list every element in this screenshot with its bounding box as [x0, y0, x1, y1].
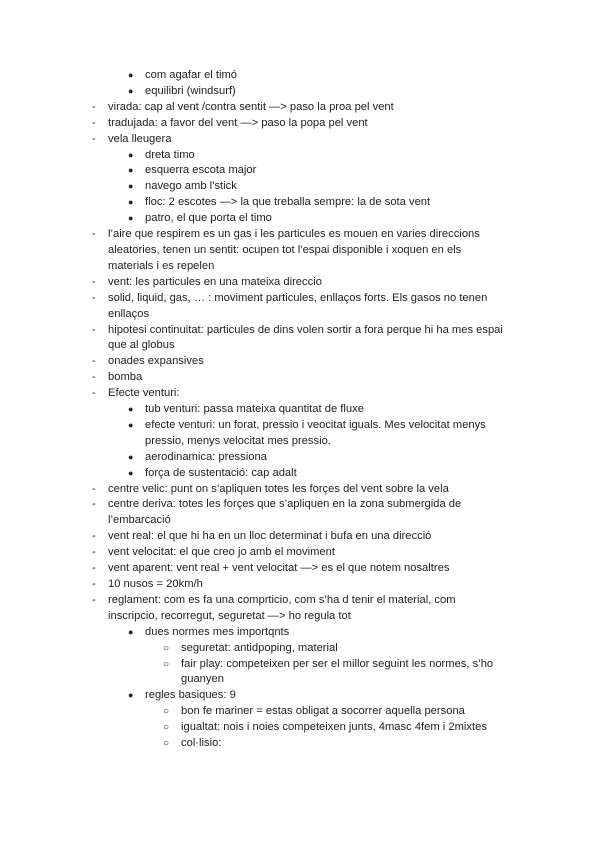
list-item-text: 10 nusos = 20km/h	[108, 578, 203, 590]
dash-marker: -	[92, 498, 96, 511]
circle-bullet-icon: ○	[163, 642, 170, 654]
bullet-icon: ●	[128, 181, 134, 192]
list-item	[0, 211, 600, 227]
list-item	[0, 736, 600, 752]
bullet-icon: ●	[128, 85, 134, 96]
list-item-text: fair play: competeixen per ser el millor seguint les normes, s’ho guanyen	[181, 657, 494, 686]
list-item-text: vent velocitat: el que creo jo amb el moviment	[108, 546, 335, 559]
list-item	[0, 577, 600, 593]
list-item-text: vent real: el que hi ha en un lloc determinat i bufa en una direcció	[108, 530, 432, 543]
list-item	[0, 195, 600, 211]
list-item	[0, 323, 600, 355]
bullet-icon: ●	[128, 404, 134, 415]
list-item	[0, 657, 600, 689]
list-item-text: virada: cap al vent /contra sentit —> paso la proa pel vent	[108, 100, 394, 113]
circle-bullet-icon: ○	[163, 738, 170, 750]
circle-bullet-icon: ○	[163, 658, 170, 670]
bullet-icon: ●	[128, 197, 134, 208]
list-item-text: floc: 2 escotes —> la que treballa sempre: la de sota vent	[145, 196, 431, 209]
list-item	[0, 688, 600, 704]
dash-marker: -	[92, 482, 96, 495]
list-item-text: patro, el que porta el timo	[145, 212, 272, 225]
list-item-text: navego amb l’stick	[145, 180, 237, 193]
list-item	[0, 497, 600, 529]
list-item-text: tub venturi: passa mateixa quantitat de fluxe	[145, 403, 364, 416]
list-item	[0, 370, 600, 386]
list-item-text: dues normes mes importqnts	[145, 625, 290, 638]
bullet-icon: ●	[128, 451, 134, 462]
list-item-text: Efecte venturi:	[108, 387, 180, 400]
list-item	[0, 704, 600, 720]
list-item	[0, 354, 600, 370]
dash-marker: -	[92, 530, 96, 543]
list-item-text: col·lisio:	[181, 737, 222, 750]
list-item-text: tradujada: a favor del vent —> paso la popa pel vent	[108, 116, 368, 129]
list-item	[0, 291, 600, 323]
list-item	[0, 100, 600, 116]
circle-bullet-icon: ○	[163, 706, 170, 718]
list-item-text: solid, liquid, gas, … : moviment particules, enllaços forts. Els gasos no tenen enllaços	[108, 291, 488, 320]
list-item	[0, 720, 600, 736]
list-item	[0, 466, 600, 482]
list-item-text: bomba	[108, 371, 143, 384]
list-item-text: regles basiques: 9	[145, 689, 236, 702]
bullet-icon: ●	[128, 149, 134, 160]
list-item-text: equilibri (windsurf)	[145, 84, 236, 97]
dash-marker: -	[92, 132, 96, 145]
dash-marker: -	[92, 593, 96, 606]
list-item	[0, 482, 600, 498]
dash-marker: -	[92, 546, 96, 559]
bullet-icon: ●	[128, 70, 134, 80]
list-item-text: vent aparent: vent real + vent velocitat —> es el que notem nosaltres	[108, 562, 450, 575]
dash-marker: -	[92, 355, 96, 368]
dash-marker: -	[92, 228, 96, 241]
list-item-text: l’aire que respirem es un gas i les particules es mouen en varies direccions aleatories, tenen un sentit: ocupen tot l’espai disponible i xoquen en els materials i es repelen	[108, 228, 480, 272]
list-item	[0, 132, 600, 148]
list-item	[0, 275, 600, 291]
dash-marker: -	[92, 562, 96, 575]
list-item	[0, 148, 600, 164]
list-item-text: vela lleugera	[108, 132, 172, 145]
list-item	[0, 641, 600, 657]
list-item-text: seguretat: antidpoping, material	[181, 641, 338, 654]
dash-marker: -	[92, 387, 96, 400]
bullet-icon: ●	[128, 626, 134, 637]
bullet-icon: ●	[128, 467, 134, 478]
list-item-text: aerodinamica: pressiona	[145, 450, 267, 463]
bullet-icon: ●	[128, 419, 134, 430]
list-item	[0, 179, 600, 195]
list-item	[0, 625, 600, 641]
list-item-text: dreta timo	[145, 148, 195, 161]
dash-marker: -	[92, 578, 96, 590]
list-item-text: com agafar el timó	[145, 69, 238, 81]
list-item-text: igualtat: nois i noies competeixen junts, 4masc 4fem i 2mixtes	[181, 721, 487, 734]
list-item-text: efecte venturi: un forat, pressio i veocitat iguals. Mes velocitat menys pressio, menys velocitat mes pressio.	[145, 418, 486, 447]
list-item-text: centre velic: punt on s’apliquen totes les forçes del vent sobre la vela	[108, 482, 449, 495]
list-item	[0, 529, 600, 545]
list-item	[0, 402, 600, 418]
list-item	[0, 163, 600, 179]
list-item	[0, 561, 600, 577]
bullet-icon: ●	[128, 213, 134, 224]
bullet-icon: ●	[128, 690, 134, 701]
list-item	[0, 386, 600, 402]
dash-marker: -	[92, 116, 96, 129]
dash-marker: -	[92, 291, 96, 304]
list-item	[0, 116, 600, 132]
dash-marker: -	[92, 100, 96, 113]
notes-list	[0, 68, 600, 752]
dash-marker: -	[92, 275, 96, 288]
list-item-text: bon fe mariner = estas obligat a socorrer aquella persona	[181, 705, 465, 718]
list-item-text: esquerra escota major	[145, 164, 257, 177]
list-item-text: reglament: com es fa una comprticio, com s’ha d tenir el material, com inscripcio, recorregut, seguretat —> ho regula tot	[108, 593, 456, 622]
list-item-text: vent: les particules en una mateixa direccio	[108, 275, 322, 288]
dash-marker: -	[92, 323, 96, 336]
list-item-text: hipotesi continuitat: particules de dins volen sortir a fora perque hi ha mes espai que al globus	[108, 323, 503, 352]
list-item	[0, 227, 600, 275]
list-item-text: centre deriva: totes les forçes que s’apliquen en la zona submergida de l’embarcació	[108, 498, 462, 527]
circle-bullet-icon: ○	[163, 722, 170, 734]
list-item	[0, 418, 600, 450]
list-item	[0, 545, 600, 561]
list-item-text: força de sustentació: cap adalt	[145, 466, 297, 479]
list-item	[0, 593, 600, 625]
list-item	[0, 68, 600, 84]
dash-marker: -	[92, 371, 96, 384]
bullet-icon: ●	[128, 165, 134, 176]
list-item	[0, 450, 600, 466]
list-item	[0, 84, 600, 100]
list-item-text: onades expansives	[108, 355, 204, 368]
